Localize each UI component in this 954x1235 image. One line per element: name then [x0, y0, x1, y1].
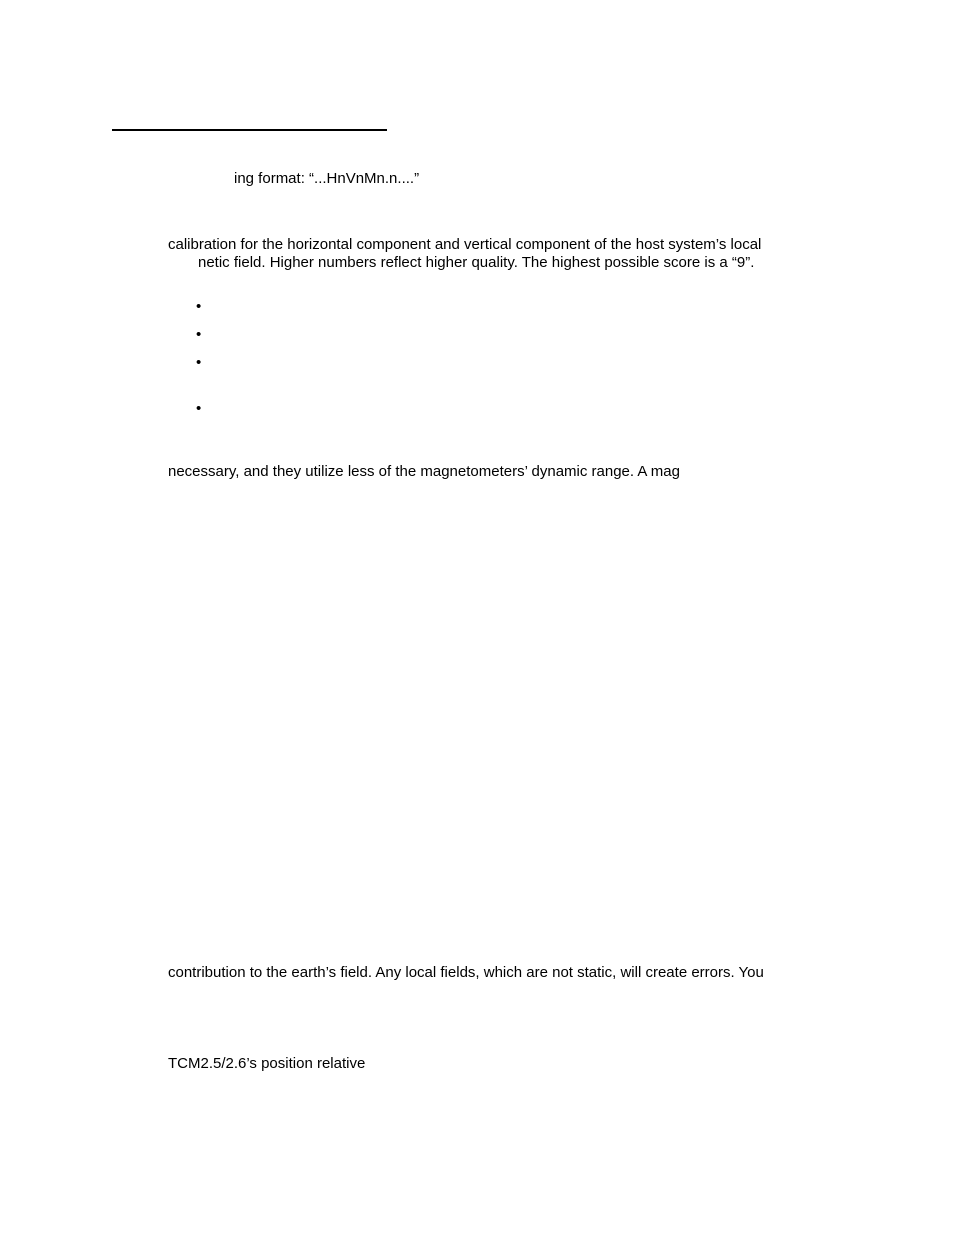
bullet-icon: •: [196, 298, 202, 315]
paragraph-line-5: TCM2.5/2.6’s position relative: [168, 1055, 366, 1072]
paragraph-line-3: necessary, and they utilize less of the magnetometers’ dynamic range. A mag: [168, 463, 680, 480]
bullet-icon: •: [196, 326, 202, 343]
paragraph-line-2: netic field. Higher numbers reflect higher quality. The highest possible score is a “9”.: [198, 254, 755, 271]
paragraph-line-1: calibration for the horizontal component and vertical component of the host system’s local: [168, 236, 762, 253]
bullet-icon: •: [196, 354, 202, 371]
format-line: ing format: “...HnVnMn.n....”: [234, 170, 420, 187]
paragraph-line-4: contribution to the earth’s field. Any local fields, which are not static, will create errors. You: [168, 964, 764, 981]
header-rule: [112, 129, 387, 131]
bullet-icon: •: [196, 400, 202, 417]
